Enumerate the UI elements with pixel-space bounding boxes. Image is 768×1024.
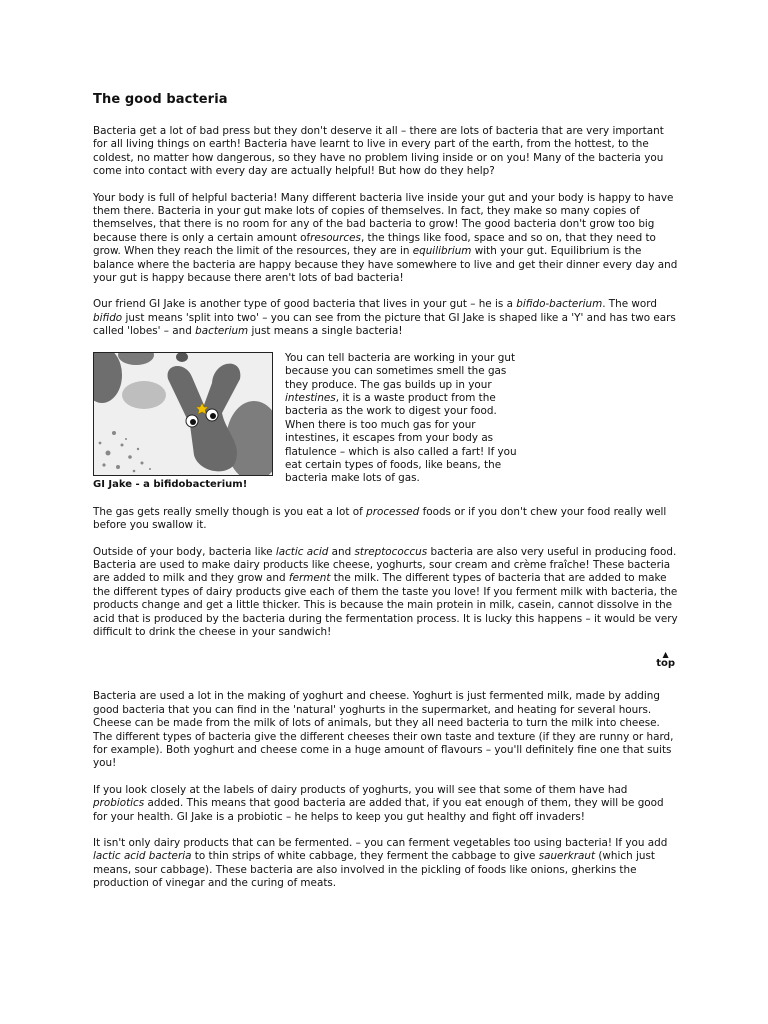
figure — [93, 352, 273, 490]
text: , it is a waste product from the bacteria as the work to digest your food. When there is too much gas for your intestines, it escapes from your body as flatulence – which is also called a fart! If you eat certain types of foods, like beans, the bacteria make lots of gas. — [285, 391, 517, 485]
paragraph-gi-jake — [93, 298, 678, 338]
bifidobacterium-illustration — [94, 353, 272, 475]
text: If you look closely at the labels of dairy products of yoghurts, you will see that some of them have had — [93, 783, 628, 796]
paragraph-gas — [285, 352, 520, 486]
emphasis-lactic-acid-bacteria: lactic acid bacteria — [93, 850, 192, 863]
figure-caption: GI Jake - a bifidobacterium! — [93, 478, 248, 490]
figure-row — [93, 352, 678, 490]
emphasis-lactic-acid: lactic acid — [275, 545, 329, 558]
paragraph-vegetables — [93, 837, 678, 891]
text: Your body is full of helpful bacteria! Many different bacteria live inside your gut and your body is happy to have them there. Bacteria in your gut make lots of copies of themselves. In fact, they make so many copies of themselves, that there is no room for any of the bad bacteria to grow! The good bacteria don't grow too big because there is only a certain amount of — [93, 191, 674, 244]
emphasis-sauerkraut: sauerkraut — [538, 850, 596, 863]
paragraph-intro: Bacteria get a lot of bad press but they don't deserve it all – there are lots of bacteria that are very important for all living things on earth! Bacteria have learnt to live in every part of the earth, from the hottest, to the coldest, no matter how dangerous, so they have no problem living inside or on you! Many of the bacteria you come into contact with every day are actually helpful! But how do they help? — [93, 125, 664, 178]
text: just means a single bacteria! — [248, 325, 403, 338]
emphasis-bifido-bacterium: bifido-bacterium — [516, 298, 603, 311]
emphasis-ferment: ferment — [288, 572, 331, 585]
text: the milk. The different types of bacteria that are added to make the different types of dairy products give each of them the taste you love! If you ferment milk with bacteria, the products change and get a little thicker. This is because the main protein in milk, casein, cannot dissolve in the acid that is produced by the bacteria during the fermentation process. It is lucky this happens – it would be very difficult to drink the cheese in your sandwich! — [93, 572, 678, 638]
text: You can tell bacteria are working in your gut because you can sometimes smell the gas they produce. The gas builds up in your — [285, 351, 516, 391]
text: with your gut. Equilibrium is the balance where the bacteria are happy because they have somewhere to live and get their dinner every day and your gut is happy because there aren't lots of bad bacteria! — [93, 245, 678, 285]
text: and — [328, 545, 355, 558]
text: foods or if you don't chew your food really well before you swallow it. — [93, 505, 667, 532]
emphasis-processed: processed — [366, 505, 420, 518]
emphasis-probiotics: probiotics — [93, 797, 145, 810]
text: The gas gets really smelly though is you eat a lot of — [93, 505, 367, 518]
gi-jake-image — [93, 352, 273, 476]
text: Outside of your body, bacteria like — [93, 545, 276, 558]
emphasis-intestines: intestines — [285, 391, 336, 404]
top-link-label: top — [656, 658, 675, 670]
text: . The word — [602, 298, 657, 311]
article — [93, 92, 678, 904]
emphasis-bifido: bifido — [93, 311, 123, 324]
text: just means 'split into two' – you can see from the picture that GI Jake is shaped like a 'Y' and has two ears called 'lobes' – and — [93, 311, 676, 338]
emphasis-equilibrium: equilibrium — [412, 245, 472, 258]
text: (which just means, sour cabbage). These bacteria are also involved in the pickling of foods like onions, gherkins the production of vinegar and the curing of meats. — [93, 850, 655, 890]
emphasis-streptococcus: streptococcus — [354, 545, 428, 558]
paragraph-helpful-bacteria — [93, 192, 678, 286]
text: bacteria are also very useful in producing food. Bacteria are used to make dairy products like cheese, yoghurts, sour cream and crème fraîche! These bacteria are added to milk and they grow and — [93, 545, 677, 585]
up-arrow-icon: ▲ — [662, 650, 669, 660]
text: It isn't only dairy products that can be fermented. – you can ferment vegetables too using bacteria! If you add — [93, 837, 668, 849]
page-title: The good bacteria — [93, 92, 228, 107]
text: , the things like food, space and so on, that they need to grow. When they reach the limit of the resources, they are in — [93, 231, 656, 258]
paragraph-yoghurt-cheese: Bacteria are used a lot in the making of yoghurt and cheese. Yoghurt is just fermented milk, made by adding good bacteria that you can find in the 'natural' yoghurts in the supermarket, and heating for several hours. Cheese can be made from the milk of lots of animals, but they all need bacteria to turn the milk into cheese. The different types of bacteria give the different cheeses their own taste and texture (if they are runny or hard, for example). Both yoghurt and cheese come in a huge amount of flavours – you'll definitely fine one that suits you! — [93, 690, 674, 770]
text: added. This means that good bacteria are added that, if you eat enough of them, they will be good for your health. GI Jake is a probiotic – he helps to keep you gut healthy and fight off invaders! — [93, 797, 664, 823]
text: to thin strips of white cabbage, they ferment the cabbage to give — [191, 850, 539, 863]
paragraph-probiotics — [93, 784, 678, 824]
paragraph-smelly-gas — [93, 506, 678, 533]
emphasis-resources: resources — [310, 231, 361, 244]
top-link-row — [93, 652, 678, 682]
text: Our friend GI Jake is another type of good bacteria that lives in your gut – he is a — [93, 298, 517, 311]
emphasis-bacterium: bacterium — [195, 325, 249, 338]
paragraph-food-production — [93, 546, 678, 640]
back-to-top-link[interactable] — [656, 652, 675, 669]
